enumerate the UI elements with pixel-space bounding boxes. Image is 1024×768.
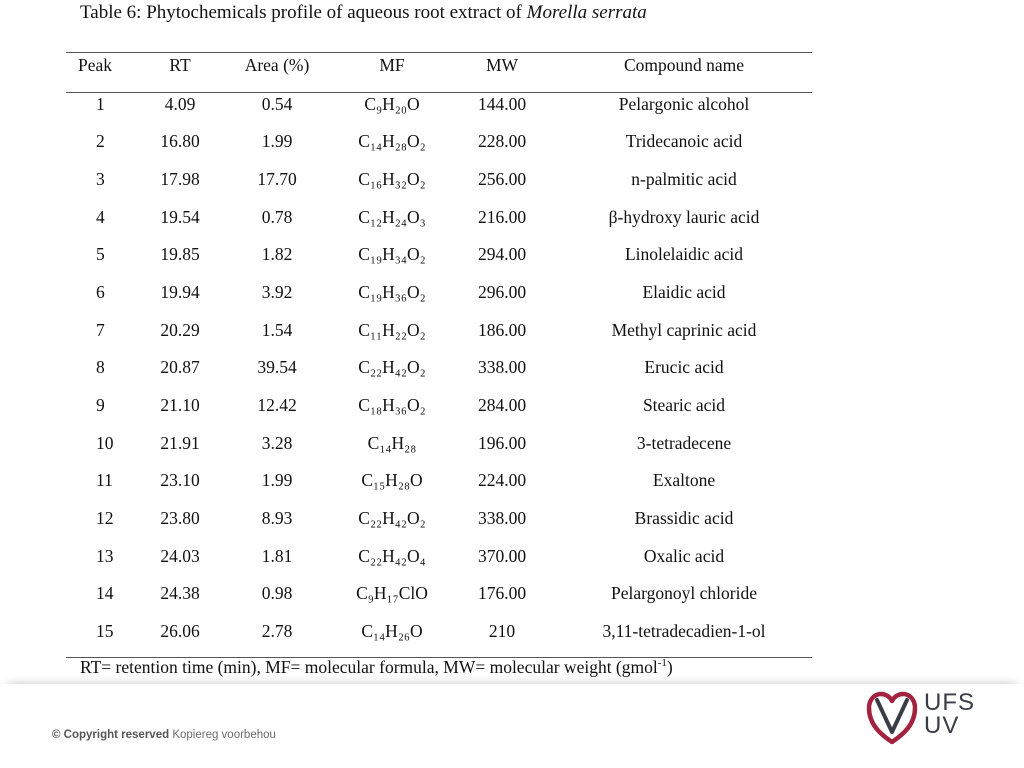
cell-peak: 2: [96, 131, 105, 152]
cell-rt: 21.10: [160, 395, 200, 415]
cell-compound-name: 3,11-tetradecadien-1-ol: [556, 620, 812, 658]
cell-compound-name: β-hydroxy lauric acid: [608, 206, 760, 227]
table-row: [66, 432, 812, 470]
ufs-logo: [866, 690, 978, 746]
cell-area: 1.82: [261, 244, 293, 265]
table-title: [80, 2, 647, 24]
cell-rt: 23.10: [160, 470, 200, 491]
cell-compound-name: Pelargonic alcohol: [618, 94, 750, 114]
cell-compound-name: Pelargonoyl chloride: [611, 583, 757, 604]
header-area: Area (%): [218, 53, 336, 93]
cell-mf: C₁₂H₂₄O₃: [358, 206, 426, 227]
cell-mf: C₁₄H₂₆O: [336, 620, 448, 658]
cell-area: 3.28: [261, 432, 293, 453]
cell-area: 17.70: [257, 168, 297, 189]
header-mf: MF: [336, 53, 448, 93]
cell-peak: 13: [96, 545, 114, 566]
footnote-close: ): [666, 657, 673, 677]
cell-compound-name: Elaidic acid: [642, 281, 726, 302]
cell-mf: C₁₈H₃₆O₂: [358, 395, 426, 415]
table-row: [66, 469, 812, 507]
phytochemicals-table: [66, 52, 812, 658]
cell-mw: 294.00: [477, 244, 527, 265]
cell-compound-name: Oxalic acid: [643, 545, 725, 566]
cell-compound-name: Linolelaidic acid: [624, 244, 744, 265]
table-row: [66, 356, 812, 394]
cell-mf: C₁₆H₃₂O₂: [358, 168, 426, 189]
cell-compound-name: Tridecanoic acid: [625, 131, 743, 152]
cell-rt: 24.38: [160, 583, 200, 604]
ufs-logo-text: [924, 691, 975, 737]
cell-peak: 6: [96, 281, 105, 302]
cell-peak: 3: [96, 168, 105, 189]
cell-mw: 370.00: [477, 545, 527, 566]
header-peak: Peak: [66, 53, 142, 93]
cell-mw: 186.00: [477, 319, 527, 340]
cell-rt: 24.03: [160, 545, 200, 566]
footnote-text: RT= retention time (min), MF= molecular formula, MW= molecular weight (gmol: [80, 657, 658, 677]
cell-rt: 20.29: [160, 319, 200, 340]
cell-peak: 5: [96, 244, 105, 265]
copyright-light: Kopiereg voorbehou: [172, 729, 276, 741]
cell-rt: 19.54: [160, 206, 200, 227]
table-title-text: Table 6: Phytochemicals profile of aqueous root extract of: [80, 2, 527, 23]
table-row: [66, 507, 812, 545]
table-row: [66, 394, 812, 432]
table-row: [66, 582, 812, 620]
table-row: [66, 130, 812, 168]
cell-area: 1.99: [261, 131, 293, 152]
footnote-superscript: -1: [657, 657, 667, 670]
table-row: [66, 620, 812, 658]
cell-mw: 338.00: [477, 357, 527, 378]
cell-rt: 4.09: [164, 94, 196, 114]
table-body: [66, 93, 812, 658]
logo-line-uv: UV: [924, 712, 960, 739]
table-row: [66, 168, 812, 206]
cell-compound-name: Exaltone: [652, 470, 716, 491]
cell-mf: C₁₅H₂₈O: [361, 470, 423, 491]
cell-peak: 14: [96, 583, 114, 604]
cell-mw: 296.00: [477, 281, 527, 302]
header-compound-name: Compound name: [556, 53, 812, 93]
cell-mw: 224.00: [477, 470, 527, 491]
table-row: [66, 281, 812, 319]
table-row: [66, 319, 812, 357]
header-rt: RT: [142, 53, 218, 93]
logo-line-ufs: UFS: [924, 689, 975, 716]
cell-peak: 8: [96, 357, 105, 378]
cell-area: 39.54: [257, 357, 297, 378]
cell-area: 2.78: [218, 620, 336, 658]
cell-mw: 210: [448, 620, 556, 658]
cell-mw: 338.00: [477, 508, 527, 529]
cell-area: 0.54: [261, 94, 293, 114]
table-row: [66, 243, 812, 281]
copyright-bold: © Copyright reserved: [52, 729, 170, 741]
cell-mf: C₉H₂₀O: [364, 94, 420, 114]
cell-compound-name: 3-tetradecene: [636, 432, 732, 453]
table-header-row: [66, 53, 812, 93]
cell-rt: 17.98: [160, 168, 200, 189]
cell-peak: 9: [96, 395, 105, 415]
cell-mf: C₁₄H₂₈: [367, 432, 417, 453]
table-footnote: [80, 657, 673, 678]
cell-rt: 23.80: [160, 508, 200, 529]
cell-compound-name: Methyl caprinic acid: [611, 319, 757, 340]
cell-peak: 7: [96, 319, 105, 340]
cell-peak: 11: [96, 470, 113, 491]
cell-peak: 10: [96, 432, 114, 453]
cell-area: 12.42: [257, 395, 297, 415]
cell-rt: 20.87: [160, 357, 200, 378]
cell-rt: 26.06: [142, 620, 218, 658]
cell-compound-name: Stearic acid: [642, 395, 726, 415]
cell-rt: 19.94: [160, 281, 200, 302]
cell-compound-name: Brassidic acid: [634, 508, 734, 529]
cell-peak: 1: [96, 94, 105, 114]
cell-mf: C₂₂H₄₂O₂: [358, 508, 426, 529]
cell-mw: 256.00: [477, 168, 527, 189]
ufs-heart-shield-icon: [866, 690, 918, 746]
cell-rt: 21.91: [160, 432, 200, 453]
cell-mf: C₁₉H₃₄O₂: [358, 244, 426, 265]
cell-mf: C₉H₁₇ClO: [356, 583, 428, 604]
cell-mf: C₁₉H₃₆O₂: [358, 281, 426, 302]
cell-peak: 15: [66, 620, 142, 658]
copyright-notice: [52, 729, 276, 741]
header-mw: MW: [448, 53, 556, 93]
cell-area: 0.78: [261, 206, 293, 227]
cell-area: 1.54: [261, 319, 293, 340]
cell-mw: 144.00: [477, 94, 527, 114]
table-row: [66, 206, 812, 244]
cell-mw: 284.00: [477, 395, 527, 415]
cell-mw: 216.00: [477, 206, 527, 227]
cell-mw: 196.00: [477, 432, 527, 453]
cell-mw: 176.00: [477, 583, 527, 604]
cell-area: 1.99: [261, 470, 293, 491]
table-title-species: Morella serrata: [526, 2, 647, 23]
cell-area: 1.81: [261, 545, 293, 566]
cell-area: 0.98: [261, 583, 293, 604]
table-row: [66, 545, 812, 583]
cell-mf: C₂₂H₄₂O₂: [358, 357, 426, 378]
cell-peak: 4: [96, 206, 105, 227]
cell-area: 8.93: [261, 508, 293, 529]
cell-compound-name: Erucic acid: [644, 357, 724, 378]
cell-mf: C₂₂H₄₂O₄: [358, 545, 426, 566]
cell-rt: 16.80: [160, 131, 200, 152]
cell-mf: C₁₄H₂₈O₂: [358, 131, 426, 152]
cell-mf: C₁₁H₂₂O₂: [358, 319, 426, 340]
cell-compound-name: n-palmitic acid: [631, 168, 737, 189]
table-row: [66, 93, 812, 131]
cell-area: 3.92: [261, 281, 293, 302]
cell-peak: 12: [96, 508, 114, 529]
cell-rt: 19.85: [160, 244, 200, 265]
cell-mw: 228.00: [477, 131, 527, 152]
